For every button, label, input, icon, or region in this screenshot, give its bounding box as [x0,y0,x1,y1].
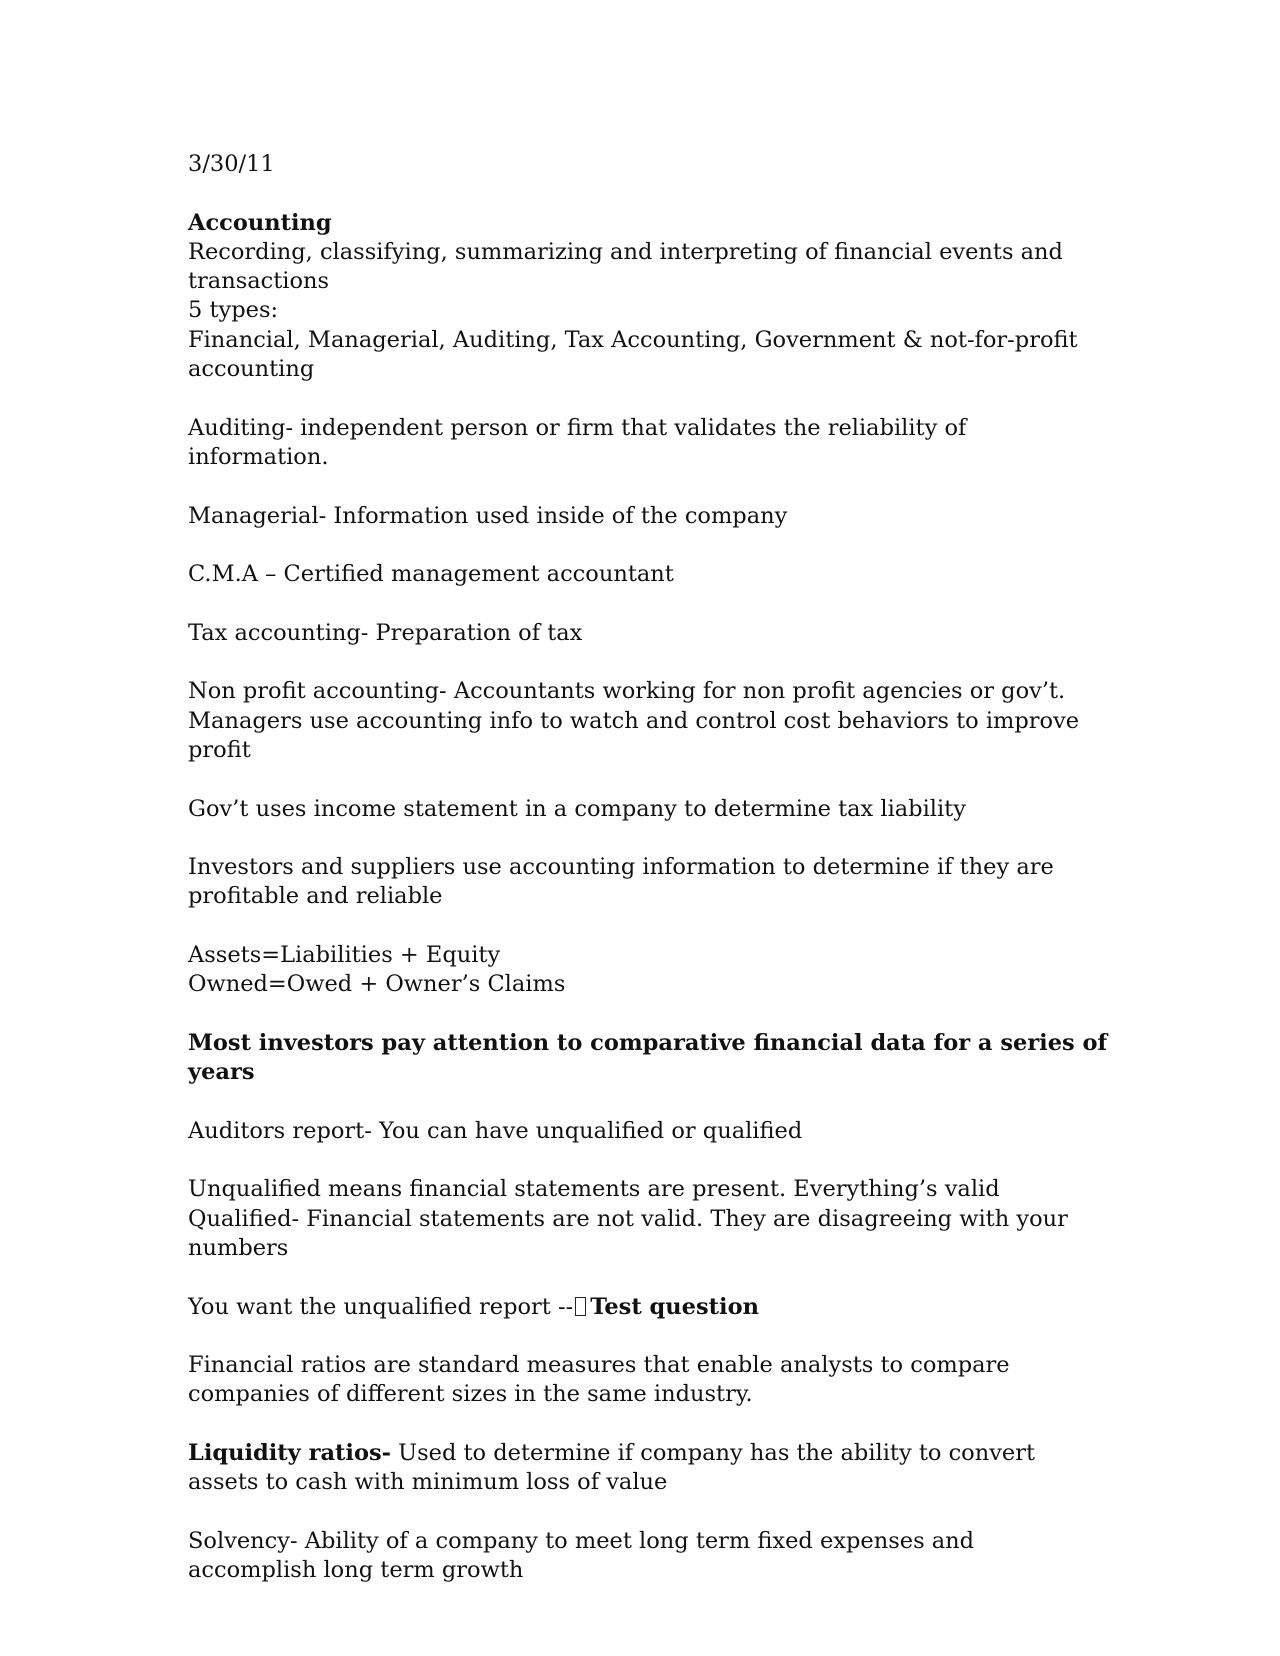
heading-accounting: Accounting [188,209,332,236]
liquidity-label: Liquidity ratios- [188,1440,391,1467]
managerial-note: Managerial- Information used inside of the company [188,502,788,529]
auditing-note: Auditing- independent person or firm that validates the reliability of information. [188,414,967,470]
nonprofit-note: Non profit accounting- Accountants working for non profit agencies or gov’t. [188,678,1066,705]
want-unqualified-text: You want the unqualified report -- [188,1293,574,1320]
document-body [188,150,1108,1586]
liquidity-note [188,1439,1108,1498]
unqualified-note: Unqualified means financial statements are present. Everything’s valid [188,1176,1000,1203]
accounting-definition: Recording, classifying, summarizing and interpreting of financial events and transactions [188,238,1063,295]
govt-note: Gov’t uses income statement in a company to determine tax liability [188,795,966,822]
liquidity-text: Used to determine if company has the ability to convert assets to cash with minimum loss of value [188,1440,1036,1496]
missing-glyph-icon [575,1297,586,1316]
cma-note: C.M.A – Certified management accountant [188,561,674,588]
most-investors-note: Most investors pay attention to comparative financial data for a series of years [188,1029,1108,1086]
auditors-report-note: Auditors report- You can have unqualified or qualified [188,1117,803,1144]
test-question-line [188,1293,1108,1322]
equation-assets: Assets=Liabilities + Equity [188,942,501,969]
equation-owned: Owned=Owed + Owner’s Claims [188,971,566,998]
investors-note: Investors and suppliers use accounting information to determine if they are profitable and reliable [188,854,1054,910]
managers-note: Managers use accounting info to watch and control cost behaviors to improve profit [188,707,1080,763]
ratios-note: Financial ratios are standard measures that enable analysts to compare companies of different sizes in the same industry. [188,1352,1010,1408]
types-label: 5 types: [188,297,279,324]
qualified-note: Qualified- Financial statements are not valid. They are disagreeing with your numbers [188,1205,1068,1261]
solvency-note: Solvency- Ability of a company to meet long term fixed expenses and accomplish long term growth [188,1527,975,1584]
types-list: Financial, Managerial, Auditing, Tax Accounting, Government & not-for-profit accounting [188,326,1078,383]
test-question-label: Test question [590,1293,759,1320]
tax-note: Tax accounting- Preparation of tax [188,619,583,646]
date-line: 3/30/11 [188,151,275,177]
